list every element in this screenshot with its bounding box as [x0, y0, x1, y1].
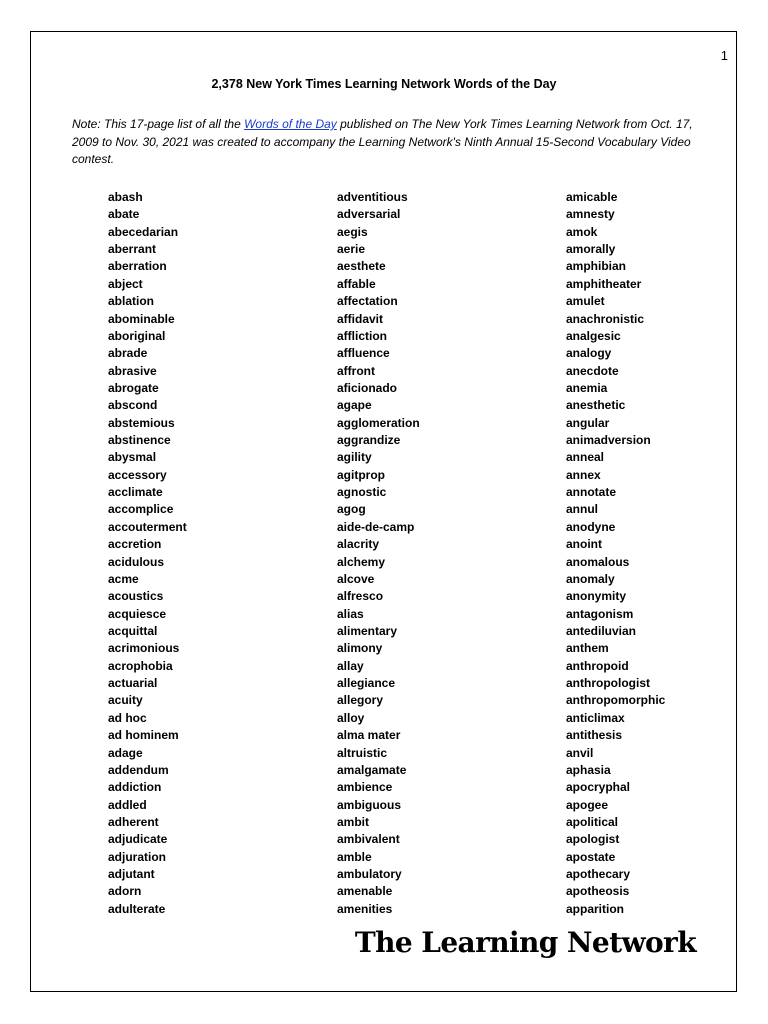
note-text-end: published on The New York Times Learning Network from Oct. 17, 2009 to Nov. 30, 2021 was created to accompany the Learning Network's Ninth Annual 15-Second Vocabulary Video contest.	[72, 117, 693, 166]
word-item: acoustics	[108, 589, 164, 604]
word-item: ad hominem	[108, 728, 179, 743]
word-item: agglomeration	[337, 415, 420, 430]
word-item: anemia	[566, 380, 608, 395]
word-item: amicable	[566, 190, 618, 204]
word-item: alfresco	[337, 589, 384, 604]
word-column-1	[108, 189, 187, 918]
learning-network-logo: The Learning Network	[354, 926, 696, 959]
word-item: alias	[337, 606, 364, 621]
word-item: antediluvian	[566, 623, 637, 638]
word-item: apocryphal	[566, 780, 631, 795]
word-item: acrimonious	[108, 641, 180, 656]
word-item: apostate	[566, 849, 616, 864]
word-item: anoint	[566, 537, 602, 552]
word-item: acidulous	[108, 554, 165, 569]
word-item: acuity	[108, 693, 143, 708]
word-item: anvil	[566, 745, 594, 760]
word-item: ambiguous	[337, 797, 402, 812]
word-item: abysmal	[108, 450, 157, 465]
word-item: adversarial	[337, 207, 401, 222]
word-item: aerie	[337, 242, 366, 257]
word-item: affable	[337, 276, 376, 291]
word-item: acquiesce	[108, 606, 167, 621]
word-item: analogy	[566, 346, 612, 361]
word-item: abstemious	[108, 415, 175, 430]
word-item: amenable	[337, 884, 393, 899]
word-item: apparition	[566, 901, 625, 916]
word-item: alacrity	[337, 537, 380, 552]
word-item: anthropoid	[566, 658, 629, 673]
word-item: ambivalent	[337, 832, 400, 847]
word-column-2	[337, 189, 420, 918]
word-item: anthropologist	[566, 676, 650, 691]
word-item: anesthetic	[566, 398, 626, 413]
word-item: adorn	[108, 884, 142, 899]
note-text-start: Note: This 17-page list of all the	[72, 117, 245, 131]
word-item: ad hoc	[108, 710, 147, 725]
word-item: analgesic	[566, 328, 621, 343]
word-item: alchemy	[337, 554, 386, 569]
word-item: aide-de-camp	[337, 519, 415, 534]
word-item: affront	[337, 363, 375, 378]
word-item: affluence	[337, 346, 390, 361]
word-item: acme	[108, 571, 139, 586]
word-item: abrogate	[108, 380, 159, 395]
word-item: annul	[566, 502, 598, 517]
word-item: apotheosis	[566, 884, 630, 899]
word-item: apothecary	[566, 867, 631, 882]
word-item: agog	[337, 502, 366, 517]
document-title: 2,378 New York Times Learning Network Words of the Day	[211, 77, 557, 91]
word-item: apolitical	[566, 814, 619, 829]
word-item: accretion	[108, 537, 162, 552]
word-item: abecedarian	[108, 224, 179, 239]
word-item: antagonism	[566, 606, 634, 621]
word-item: altruistic	[337, 745, 388, 760]
word-item: amalgamate	[337, 762, 407, 777]
word-item: adage	[108, 745, 143, 760]
word-item: abscond	[108, 398, 158, 413]
word-item: abrade	[108, 346, 148, 361]
word-item: agitprop	[337, 467, 385, 482]
word-item: allegiance	[337, 676, 396, 691]
word-item: amenities	[337, 901, 393, 916]
word-item: amphibian	[566, 259, 627, 274]
word-item: alimony	[337, 641, 383, 656]
word-item: aficionado	[337, 380, 398, 395]
word-item: acquittal	[108, 623, 158, 638]
word-item: abate	[108, 207, 140, 222]
word-item: agility	[337, 450, 372, 465]
word-item: accouterment	[108, 519, 187, 534]
word-item: apogee	[566, 797, 609, 812]
word-item: addiction	[108, 780, 162, 795]
word-item: animadversion	[566, 433, 651, 448]
word-item: ambience	[337, 780, 393, 795]
word-item: adulterate	[108, 901, 166, 916]
word-item: addled	[108, 797, 147, 812]
word-item: accessory	[108, 467, 167, 482]
word-item: aberrant	[108, 242, 157, 257]
word-item: affectation	[337, 294, 398, 309]
word-item: ambulatory	[337, 867, 402, 882]
note-paragraph	[72, 116, 702, 169]
word-item: abstinence	[108, 433, 171, 448]
word-item: angular	[566, 415, 610, 430]
word-item: alma mater	[337, 728, 401, 743]
word-item: abject	[108, 276, 143, 291]
word-item: anomaly	[566, 571, 615, 586]
word-item: anachronistic	[566, 311, 645, 326]
word-item: acclimate	[108, 485, 163, 500]
word-item: acrophobia	[108, 658, 173, 673]
word-item: apologist	[566, 832, 620, 847]
word-item: amphitheater	[566, 276, 642, 291]
word-item: agape	[337, 398, 372, 413]
word-item: alloy	[337, 710, 365, 725]
word-item: annex	[566, 467, 601, 482]
word-item: affidavit	[337, 311, 384, 326]
word-item: allegory	[337, 693, 384, 708]
word-item: anodyne	[566, 519, 616, 534]
word-item: adherent	[108, 814, 159, 829]
word-item: adjutant	[108, 867, 155, 882]
word-item: amnesty	[566, 207, 615, 222]
word-item: actuarial	[108, 676, 158, 691]
word-item: aboriginal	[108, 328, 166, 343]
word-item: aegis	[337, 224, 368, 239]
word-item: anticlimax	[566, 710, 625, 725]
word-item: annotate	[566, 485, 617, 500]
page-number: 1	[720, 48, 728, 63]
word-item: addendum	[108, 762, 169, 777]
word-item: anonymity	[566, 589, 627, 604]
word-item: accomplice	[108, 502, 174, 517]
word-item: allay	[337, 658, 364, 673]
word-item: aberration	[108, 259, 167, 274]
word-item: anecdote	[566, 363, 619, 378]
word-item: affliction	[337, 328, 387, 343]
word-item: agnostic	[337, 485, 387, 500]
word-item: adjuration	[108, 849, 167, 864]
word-item: aggrandize	[337, 433, 401, 448]
word-item: anthem	[566, 641, 609, 656]
word-item: ablation	[108, 294, 155, 309]
word-column-3	[566, 189, 665, 918]
word-item: amble	[337, 849, 372, 864]
words-of-the-day-link[interactable]: Words of the Day	[244, 117, 337, 131]
word-item: abominable	[108, 311, 175, 326]
word-item: anthropomorphic	[566, 693, 666, 708]
word-item: anomalous	[566, 554, 630, 569]
word-item: amok	[566, 224, 598, 239]
word-item: abrasive	[108, 363, 157, 378]
word-item: amorally	[566, 242, 616, 257]
word-item: abash	[108, 190, 143, 204]
word-item: adjudicate	[108, 832, 168, 847]
word-item: aesthete	[337, 259, 386, 274]
word-item: anneal	[566, 450, 605, 465]
word-item: amulet	[566, 294, 605, 309]
word-item: alcove	[337, 571, 375, 586]
word-item: ambit	[337, 814, 370, 829]
word-item: alimentary	[337, 623, 398, 638]
word-item: antithesis	[566, 728, 623, 743]
word-item: adventitious	[337, 190, 408, 204]
word-item: aphasia	[566, 762, 611, 777]
